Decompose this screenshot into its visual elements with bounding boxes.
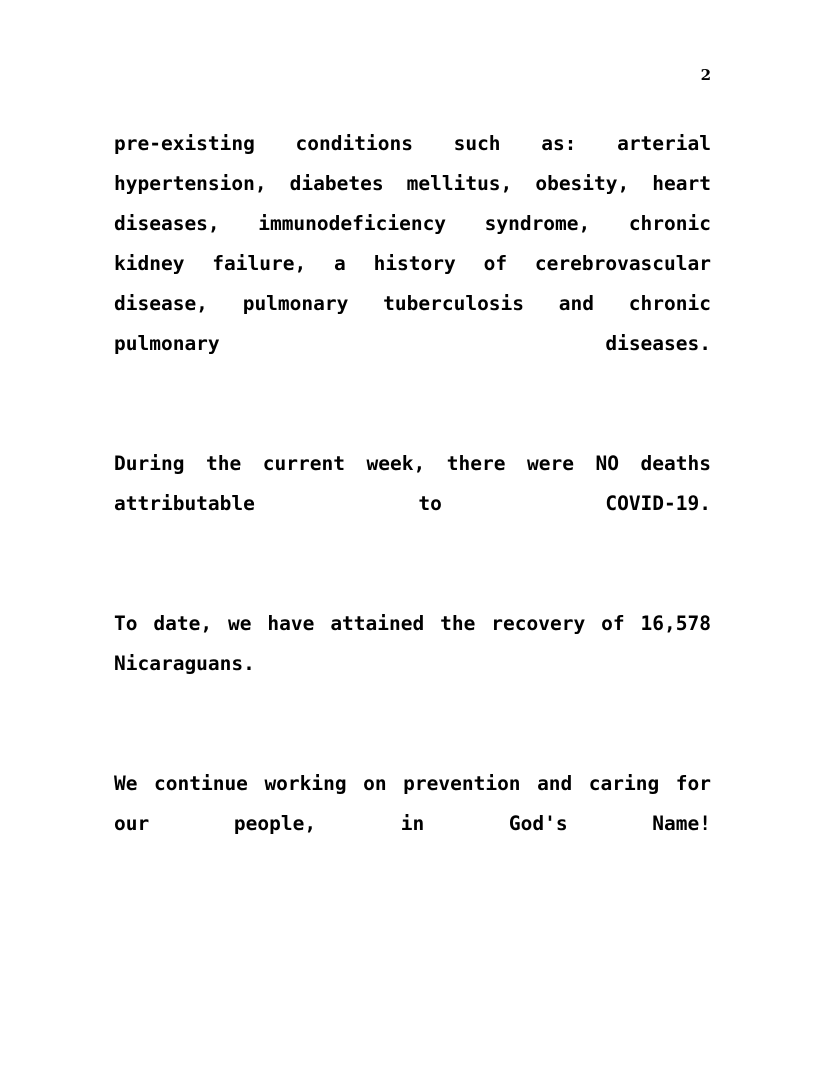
document-body — [114, 124, 711, 884]
paragraph-spacer — [114, 404, 711, 444]
paragraph-spacer — [114, 564, 711, 604]
paragraph-spacer — [114, 724, 711, 764]
paragraph-4: We continue working on prevention and caring for our people, in God's Name! — [114, 772, 711, 835]
paragraph-1: pre-existing conditions such as: arterial hypertension, diabetes mellitus, obesity, heart diseases, immunodeficiency syndrome, chronic kidney failure, a history of cerebrovascular disease, pulmonary tuberculosis and chronic pulmonary diseases. — [114, 132, 711, 355]
paragraph-3: To date, we have attained the recovery of 16,578 Nicaraguans. — [114, 612, 711, 675]
paragraph-2: During the current week, there were NO deaths attributable to COVID-19. — [114, 452, 711, 515]
page-number: 2 — [700, 66, 711, 84]
